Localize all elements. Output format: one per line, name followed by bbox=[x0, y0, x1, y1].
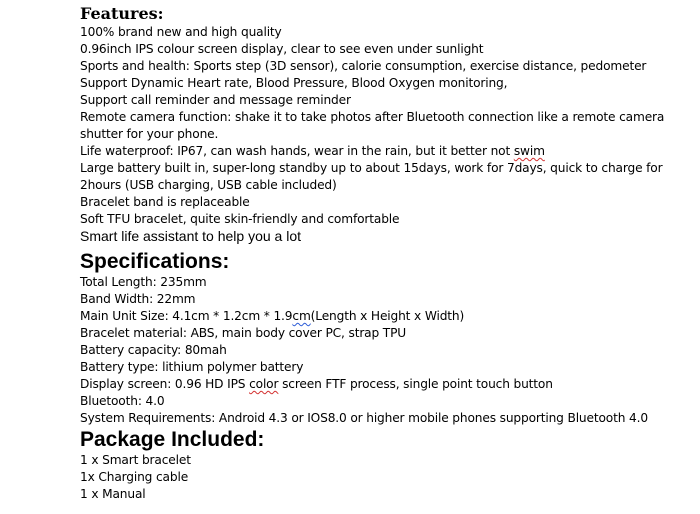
spellcheck-word-color: color bbox=[249, 377, 279, 391]
spec-display-text: Display screen: 0.96 HD IPS bbox=[80, 377, 250, 391]
spec-item: Total Length: 235mm bbox=[80, 275, 207, 289]
feature-item-waterproof bbox=[80, 143, 545, 160]
feature-item: 0.96inch IPS colour screen display, clear to see even under sunlight bbox=[80, 42, 484, 56]
feature-waterproof-text: Life waterproof: IP67, can wash hands, wear in the rain, but it better not bbox=[80, 144, 514, 158]
spec-item: Band Width: 22mm bbox=[80, 292, 196, 306]
feature-item: Soft TFU bracelet, quite skin-friendly and comfortable bbox=[80, 212, 400, 226]
feature-item: 100% brand new and high quality bbox=[80, 25, 282, 39]
spellcheck-word-cm: cm bbox=[292, 309, 311, 323]
feature-item: Large battery built in, super-long standby up to about 15days, work for 7days, quick to charge for bbox=[80, 161, 663, 175]
spec-item-unit-size bbox=[80, 308, 464, 325]
feature-item-smart-life: Smart life assistant to help you a lot bbox=[80, 228, 301, 244]
spec-item: Bluetooth: 4.0 bbox=[80, 394, 165, 408]
package-item: 1 x Smart bracelet bbox=[80, 453, 191, 467]
specifications-heading: Specifications: bbox=[80, 250, 230, 273]
spec-display-suffix: screen FTF process, single point touch button bbox=[278, 377, 553, 391]
spec-item: System Requirements: Android 4.3 or IOS8.0 or higher mobile phones supporting Bluetooth 4.0 bbox=[80, 411, 648, 425]
feature-item: Bracelet band is replaceable bbox=[80, 195, 250, 209]
package-item: 1 x Manual bbox=[80, 487, 146, 501]
package-heading: Package Included: bbox=[80, 428, 265, 451]
package-item: 1x Charging cable bbox=[80, 470, 189, 484]
spec-item: Bracelet material: ABS, main body cover PC, strap TPU bbox=[80, 326, 407, 340]
feature-item: Sports and health: Sports step (3D sensor), calorie consumption, exercise distance, pedometer bbox=[80, 59, 647, 73]
feature-item: Remote camera function: shake it to take photos after Bluetooth connection like a remote camera bbox=[80, 110, 665, 124]
spec-unit-size-suffix: (Length x Height x Width) bbox=[310, 309, 465, 323]
feature-item: Support call reminder and message reminder bbox=[80, 93, 351, 107]
spec-item-display bbox=[80, 376, 553, 393]
feature-item: Support Dynamic Heart rate, Blood Pressure, Blood Oxygen monitoring, bbox=[80, 76, 508, 90]
spec-item: Battery capacity: 80mah bbox=[80, 343, 227, 357]
feature-item: shutter for your phone. bbox=[80, 127, 219, 141]
spec-unit-size-text: Main Unit Size: 4.1cm * 1.2cm * 1.9 bbox=[80, 309, 293, 323]
feature-item: 2hours (USB charging, USB cable included) bbox=[80, 178, 337, 192]
features-heading: Features: bbox=[80, 4, 164, 23]
spec-item: Battery type: lithium polymer battery bbox=[80, 360, 304, 374]
spellcheck-word-swim: swim bbox=[513, 144, 545, 158]
